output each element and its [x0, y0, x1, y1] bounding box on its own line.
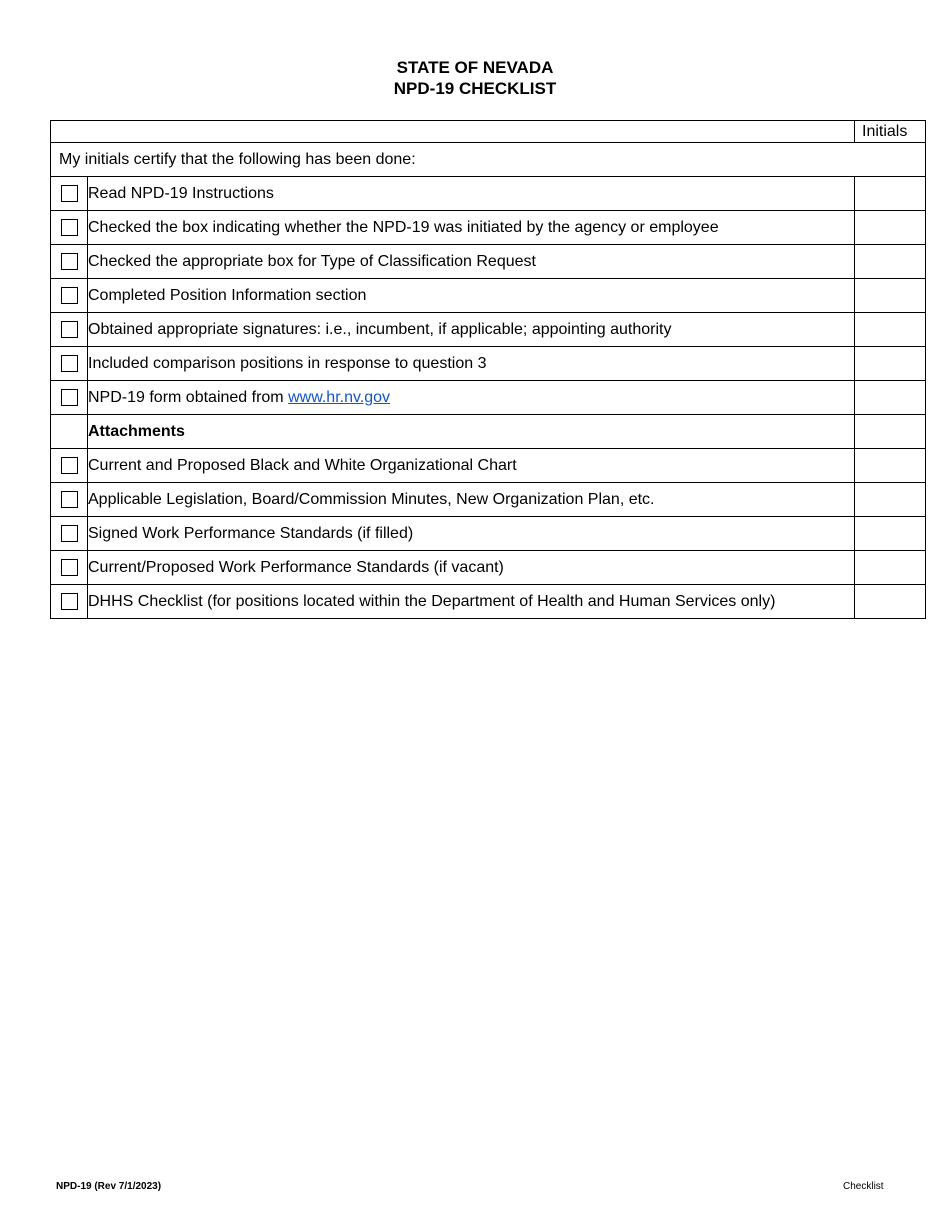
item-label: Current/Proposed Work Performance Standards (if vacant): [88, 551, 855, 585]
title-checklist: NPD-19 CHECKLIST: [393, 79, 557, 98]
initials-field[interactable]: [855, 347, 926, 381]
checkbox-proposed-standards[interactable]: [61, 559, 78, 576]
item-label: Applicable Legislation, Board/Commission Minutes, New Organization Plan, etc.: [88, 483, 855, 517]
footer-form-id: NPD-19 (Rev 7/1/2023): [56, 1181, 162, 1192]
checklist-item-classification-type: [51, 245, 926, 279]
document-title: [0, 57, 950, 99]
initials-field[interactable]: [855, 381, 926, 415]
attachments-blank-cell: [51, 415, 88, 449]
item-label: Included comparison positions in response to question 3: [88, 347, 855, 381]
attachments-heading: Attachments: [88, 415, 855, 449]
hr-website-link[interactable]: www.hr.nv.gov: [288, 388, 391, 406]
checkbox-legislation[interactable]: [61, 491, 78, 508]
item-label: Obtained appropriate signatures: i.e., incumbent, if applicable; appointing authority: [88, 313, 855, 347]
initials-field[interactable]: [855, 449, 926, 483]
initials-field[interactable]: [855, 483, 926, 517]
checkbox-position-info[interactable]: [61, 287, 78, 304]
title-state: STATE OF NEVADA: [396, 58, 554, 77]
checklist-item-form-source: [51, 381, 926, 415]
initials-field[interactable]: [855, 517, 926, 551]
checkbox-comparison-positions[interactable]: [61, 355, 78, 372]
item-label: Checked the appropriate box for Type of Classification Request: [88, 245, 855, 279]
header-row: [51, 121, 926, 143]
initials-field[interactable]: [855, 211, 926, 245]
checkbox-form-source[interactable]: [61, 389, 78, 406]
item-label: Current and Proposed Black and White Organizational Chart: [88, 449, 855, 483]
header-blank-cell: [51, 121, 855, 143]
initials-field[interactable]: [855, 313, 926, 347]
item-label: [88, 381, 855, 415]
checklist-table: [50, 120, 926, 619]
item-label-prefix: NPD-19 form obtained from: [88, 388, 289, 406]
checkbox-org-chart[interactable]: [61, 457, 78, 474]
checklist-item-signatures: [51, 313, 926, 347]
certify-text: My initials certify that the following has been done:: [51, 143, 926, 177]
initials-field[interactable]: [855, 279, 926, 313]
attachment-item-signed-standards: [51, 517, 926, 551]
initials-field[interactable]: [855, 177, 926, 211]
item-label: DHHS Checklist (for positions located within the Department of Health and Human Services only): [88, 585, 855, 619]
checklist-item-comparison-positions: [51, 347, 926, 381]
initials-field[interactable]: [855, 245, 926, 279]
checklist-item-position-info: [51, 279, 926, 313]
item-label: Checked the box indicating whether the NPD-19 was initiated by the agency or employee: [88, 211, 855, 245]
checkbox-read-instructions[interactable]: [61, 185, 78, 202]
attachment-item-dhhs-checklist: [51, 585, 926, 619]
initials-column-header: Initials: [855, 121, 926, 143]
initials-field[interactable]: [855, 585, 926, 619]
item-label: Read NPD-19 Instructions: [88, 177, 855, 211]
initials-field[interactable]: [855, 551, 926, 585]
item-label: Completed Position Information section: [88, 279, 855, 313]
attachments-heading-row: [51, 415, 926, 449]
checklist-item-initiated-by: [51, 211, 926, 245]
certify-row: [51, 143, 926, 177]
checklist-item-read-instructions: [51, 177, 926, 211]
footer-page-label: Checklist: [843, 1181, 884, 1192]
checkbox-dhhs-checklist[interactable]: [61, 593, 78, 610]
checkbox-signatures[interactable]: [61, 321, 78, 338]
checkbox-signed-standards[interactable]: [61, 525, 78, 542]
attachments-blank-initials: [855, 415, 926, 449]
checkbox-initiated-by[interactable]: [61, 219, 78, 236]
attachment-item-org-chart: [51, 449, 926, 483]
item-label: Signed Work Performance Standards (if filled): [88, 517, 855, 551]
checkbox-classification-type[interactable]: [61, 253, 78, 270]
attachment-item-legislation: [51, 483, 926, 517]
attachment-item-proposed-standards: [51, 551, 926, 585]
